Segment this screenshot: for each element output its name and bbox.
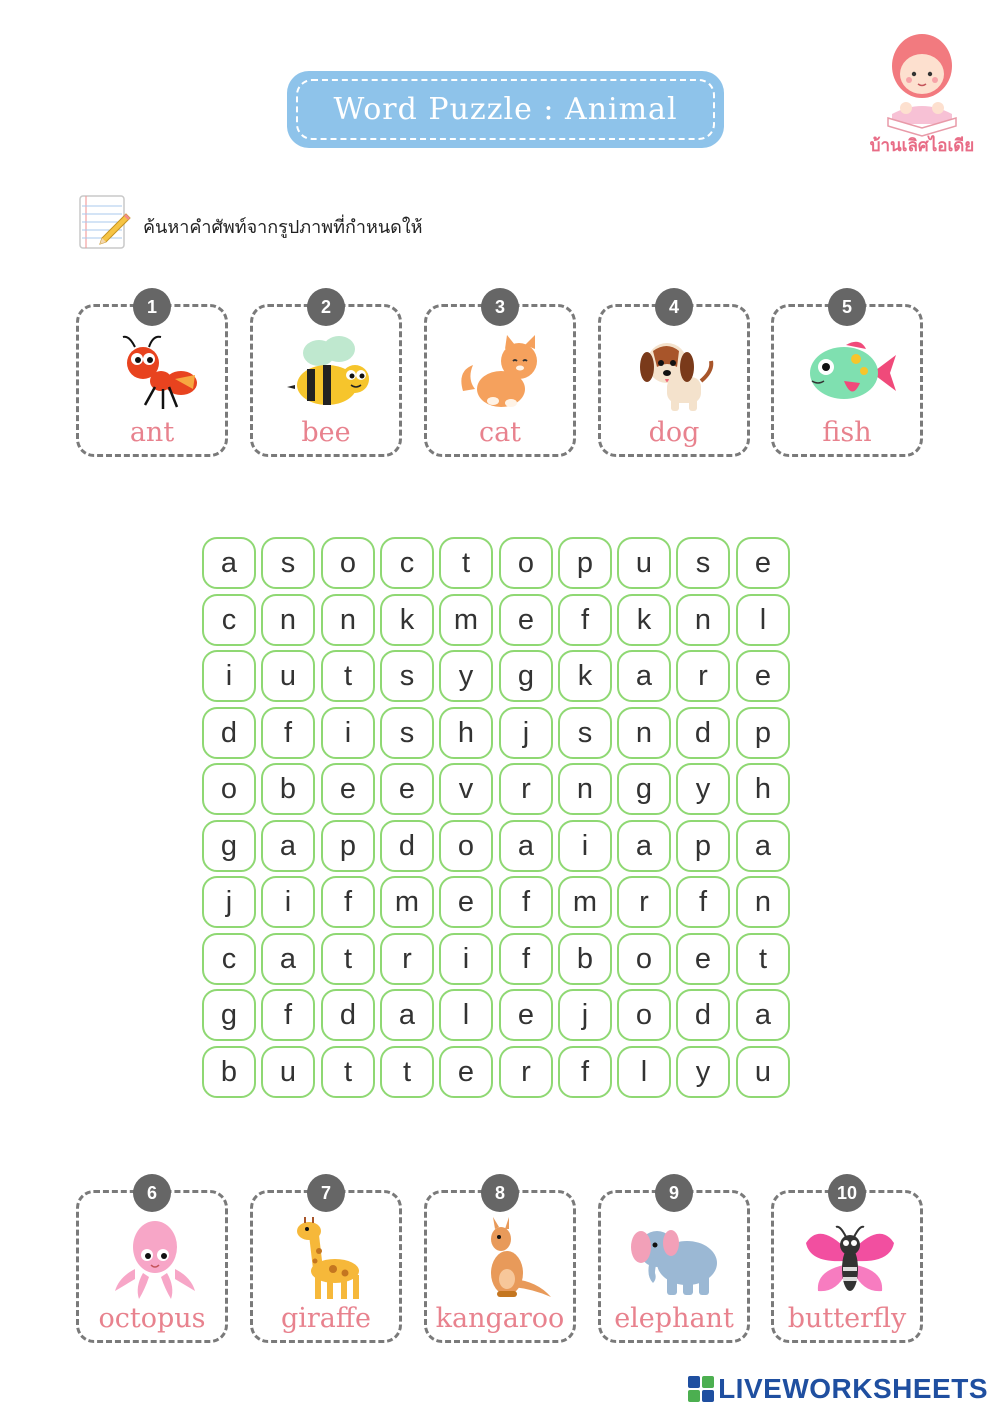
- grid-cell[interactable]: v: [439, 763, 493, 815]
- grid-cell[interactable]: n: [617, 707, 671, 759]
- grid-cell[interactable]: l: [617, 1046, 671, 1098]
- grid-cell[interactable]: f: [676, 876, 730, 928]
- grid-cell[interactable]: a: [499, 820, 553, 872]
- card-word: bee: [301, 417, 351, 448]
- grid-cell[interactable]: r: [380, 933, 434, 985]
- grid-cell[interactable]: o: [321, 537, 375, 589]
- grid-cell[interactable]: g: [202, 820, 256, 872]
- card-word: kangaroo: [435, 1303, 565, 1334]
- liveworksheets-text: LIVEWORKSHEETS: [718, 1373, 988, 1404]
- title-banner: [287, 71, 724, 148]
- card-word: octopus: [98, 1303, 206, 1334]
- liveworksheets-icon: [687, 1375, 715, 1403]
- grid-cell[interactable]: m: [558, 876, 612, 928]
- grid-cell[interactable]: c: [380, 537, 434, 589]
- grid-cell[interactable]: s: [558, 707, 612, 759]
- animal-card-fish: [771, 296, 923, 457]
- card-word: ant: [129, 417, 175, 448]
- grid-cell[interactable]: e: [380, 763, 434, 815]
- animal-card-cat: [424, 296, 576, 457]
- grid-cell[interactable]: h: [736, 763, 790, 815]
- grid-cell[interactable]: f: [558, 594, 612, 646]
- grid-cell[interactable]: p: [676, 820, 730, 872]
- grid-cell[interactable]: n: [676, 594, 730, 646]
- grid-cell[interactable]: e: [499, 594, 553, 646]
- grid-cell[interactable]: t: [321, 933, 375, 985]
- grid-cell[interactable]: n: [558, 763, 612, 815]
- grid-cell[interactable]: d: [380, 820, 434, 872]
- grid-cell[interactable]: g: [202, 989, 256, 1041]
- grid-cell[interactable]: s: [380, 707, 434, 759]
- grid-cell[interactable]: i: [261, 876, 315, 928]
- grid-cell[interactable]: s: [676, 537, 730, 589]
- liveworksheets-logo: [687, 1373, 988, 1405]
- grid-cell[interactable]: a: [261, 820, 315, 872]
- card-number-badge: 5: [828, 288, 866, 326]
- grid-cell[interactable]: a: [617, 650, 671, 702]
- animal-card-ant: [76, 296, 228, 457]
- grid-cell[interactable]: a: [736, 989, 790, 1041]
- kangaroo-icon: [453, 1217, 553, 1301]
- grid-cell[interactable]: f: [558, 1046, 612, 1098]
- card-number-badge: 9: [655, 1174, 693, 1212]
- grid-cell[interactable]: o: [617, 933, 671, 985]
- card-word: cat: [478, 417, 522, 448]
- grid-cell[interactable]: t: [439, 537, 493, 589]
- octopus-icon: [105, 1217, 205, 1301]
- grid-cell[interactable]: k: [617, 594, 671, 646]
- grid-cell[interactable]: a: [617, 820, 671, 872]
- grid-cell[interactable]: p: [321, 820, 375, 872]
- grid-cell[interactable]: j: [558, 989, 612, 1041]
- grid-cell[interactable]: b: [558, 933, 612, 985]
- grid-cell[interactable]: i: [202, 650, 256, 702]
- grid-cell[interactable]: p: [558, 537, 612, 589]
- card-word: dog: [648, 417, 700, 448]
- grid-cell[interactable]: n: [321, 594, 375, 646]
- grid-cell[interactable]: e: [736, 537, 790, 589]
- grid-cell[interactable]: r: [617, 876, 671, 928]
- grid-cell[interactable]: d: [676, 989, 730, 1041]
- grid-cell[interactable]: e: [499, 989, 553, 1041]
- grid-cell[interactable]: a: [202, 537, 256, 589]
- dog-icon: [627, 331, 727, 415]
- grid-cell[interactable]: s: [261, 537, 315, 589]
- grid-cell[interactable]: t: [321, 650, 375, 702]
- grid-cell[interactable]: l: [736, 594, 790, 646]
- card-number-badge: 1: [133, 288, 171, 326]
- grid-cell[interactable]: o: [617, 989, 671, 1041]
- grid-cell[interactable]: k: [558, 650, 612, 702]
- grid-cell[interactable]: f: [499, 933, 553, 985]
- grid-cell[interactable]: y: [676, 1046, 730, 1098]
- grid-cell[interactable]: u: [261, 1046, 315, 1098]
- card-number-badge: 2: [307, 288, 345, 326]
- grid-cell[interactable]: m: [380, 876, 434, 928]
- grid-cell[interactable]: d: [676, 707, 730, 759]
- animal-card-butterfly: [771, 1182, 923, 1343]
- grid-cell[interactable]: l: [439, 989, 493, 1041]
- grid-cell[interactable]: o: [499, 537, 553, 589]
- grid-cell[interactable]: i: [558, 820, 612, 872]
- grid-cell[interactable]: e: [321, 763, 375, 815]
- grid-cell[interactable]: o: [439, 820, 493, 872]
- notepad-pencil-icon: [76, 192, 132, 252]
- elephant-icon: [627, 1217, 727, 1301]
- page-title: Word Puzzle : Animal: [333, 92, 678, 127]
- grid-cell[interactable]: b: [202, 1046, 256, 1098]
- card-number-badge: 3: [481, 288, 519, 326]
- fish-icon: [800, 331, 900, 415]
- card-number-badge: 7: [307, 1174, 345, 1212]
- grid-cell[interactable]: i: [439, 933, 493, 985]
- grid-cell[interactable]: y: [676, 763, 730, 815]
- grid-cell[interactable]: u: [617, 537, 671, 589]
- grid-cell[interactable]: e: [439, 1046, 493, 1098]
- card-word: elephant: [614, 1303, 734, 1334]
- animal-card-octopus: [76, 1182, 228, 1343]
- grid-cell[interactable]: a: [380, 989, 434, 1041]
- grid-cell[interactable]: t: [736, 933, 790, 985]
- grid-cell[interactable]: h: [439, 707, 493, 759]
- card-number-badge: 8: [481, 1174, 519, 1212]
- card-word: butterfly: [787, 1303, 907, 1334]
- grid-cell[interactable]: g: [617, 763, 671, 815]
- grid-cell[interactable]: r: [499, 763, 553, 815]
- grid-cell[interactable]: p: [736, 707, 790, 759]
- grid-cell[interactable]: k: [380, 594, 434, 646]
- instruction-text: ค้นหาคำศัพท์จากรูปภาพที่กำหนดให้: [143, 217, 423, 238]
- grid-cell[interactable]: e: [439, 876, 493, 928]
- animal-card-dog: [598, 296, 750, 457]
- animal-card-bee: [250, 296, 402, 457]
- grid-cell[interactable]: c: [202, 933, 256, 985]
- card-number-badge: 6: [133, 1174, 171, 1212]
- grid-cell[interactable]: y: [439, 650, 493, 702]
- card-number-badge: 4: [655, 288, 693, 326]
- card-number-badge: 10: [828, 1174, 866, 1212]
- grid-cell[interactable]: e: [736, 650, 790, 702]
- grid-cell[interactable]: r: [499, 1046, 553, 1098]
- grid-cell[interactable]: c: [202, 594, 256, 646]
- grid-cell[interactable]: a: [736, 820, 790, 872]
- grid-cell[interactable]: f: [499, 876, 553, 928]
- card-word: giraffe: [280, 1303, 372, 1334]
- brand-name: บ้านเลิศไอเดีย: [869, 136, 975, 156]
- title-banner-inner: [296, 79, 715, 140]
- butterfly-icon: [800, 1217, 900, 1301]
- grid-cell[interactable]: j: [499, 707, 553, 759]
- giraffe-icon: [279, 1217, 379, 1301]
- grid-cell[interactable]: f: [321, 876, 375, 928]
- word-search-grid: [202, 537, 796, 1099]
- ant-icon: [105, 331, 205, 415]
- grid-cell[interactable]: i: [321, 707, 375, 759]
- grid-cell[interactable]: u: [261, 650, 315, 702]
- grid-cell[interactable]: f: [261, 989, 315, 1041]
- grid-cell[interactable]: u: [736, 1046, 790, 1098]
- grid-cell[interactable]: b: [261, 763, 315, 815]
- bee-icon: [279, 331, 379, 415]
- card-word: fish: [822, 417, 872, 448]
- grid-cell[interactable]: n: [261, 594, 315, 646]
- grid-cell[interactable]: d: [321, 989, 375, 1041]
- grid-cell[interactable]: t: [380, 1046, 434, 1098]
- grid-cell[interactable]: m: [439, 594, 493, 646]
- grid-cell[interactable]: r: [676, 650, 730, 702]
- grid-cell[interactable]: g: [499, 650, 553, 702]
- grid-cell[interactable]: j: [202, 876, 256, 928]
- grid-cell[interactable]: f: [261, 707, 315, 759]
- grid-cell[interactable]: s: [380, 650, 434, 702]
- animal-card-kangaroo: [424, 1182, 576, 1343]
- grid-cell[interactable]: a: [261, 933, 315, 985]
- animal-card-elephant: [598, 1182, 750, 1343]
- grid-cell[interactable]: d: [202, 707, 256, 759]
- cat-icon: [453, 331, 553, 415]
- grid-cell[interactable]: n: [736, 876, 790, 928]
- grid-cell[interactable]: o: [202, 763, 256, 815]
- grid-cell[interactable]: e: [676, 933, 730, 985]
- animal-card-giraffe: [250, 1182, 402, 1343]
- grid-cell[interactable]: t: [321, 1046, 375, 1098]
